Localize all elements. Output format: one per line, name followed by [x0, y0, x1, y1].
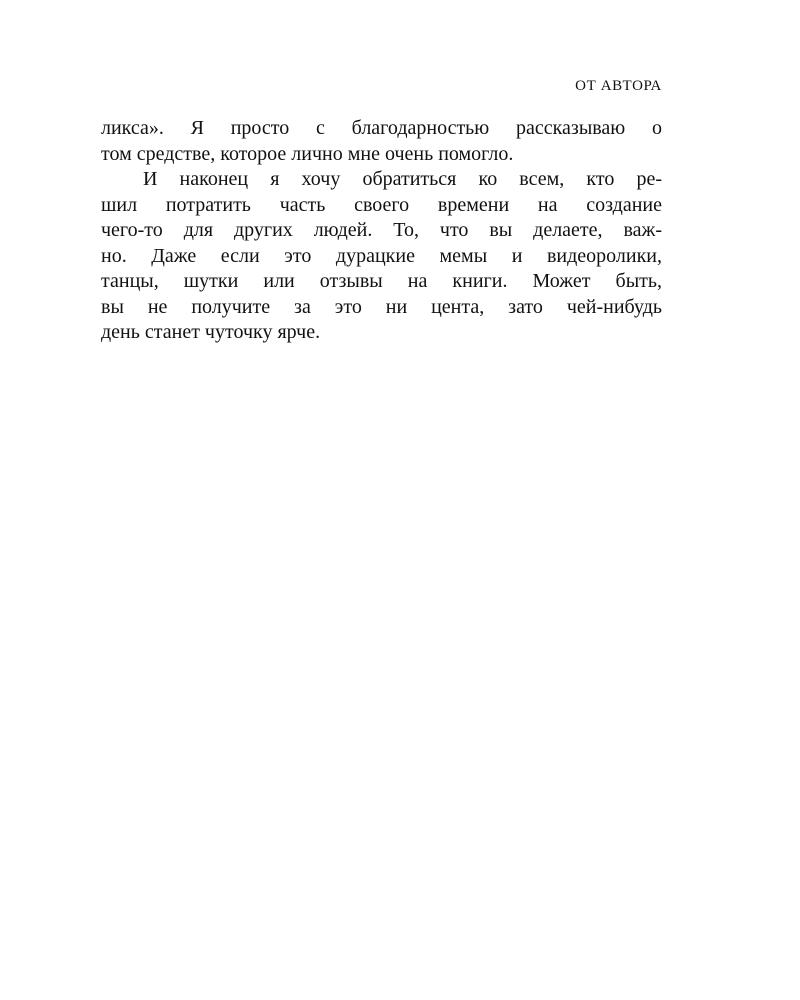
- text-line: танцы, шутки или отзывы на книги. Может быть,: [101, 270, 662, 292]
- text-line: чего-то для других людей. То, что вы делаете, важ-: [101, 219, 662, 241]
- body-text: [101, 116, 662, 346]
- text-line: вы не получите за это ни цента, зато чей-нибудь: [101, 295, 662, 318]
- text-line: том средстве, которое лично мне очень помогло.: [101, 142, 514, 165]
- text-line: день станет чуточку ярче.: [101, 321, 321, 343]
- text-line: И наконец я хочу обратиться ко всем, кто ре-: [143, 168, 662, 190]
- running-head: ОТ АВТОРА: [575, 78, 662, 94]
- text-line: но. Даже если это дурацкие мемы и видеоролики,: [101, 244, 662, 267]
- text-line: ликса». Я просто с благодарностью рассказываю о: [101, 117, 662, 139]
- text-line: шил потратить часть своего времени на создание: [101, 193, 662, 216]
